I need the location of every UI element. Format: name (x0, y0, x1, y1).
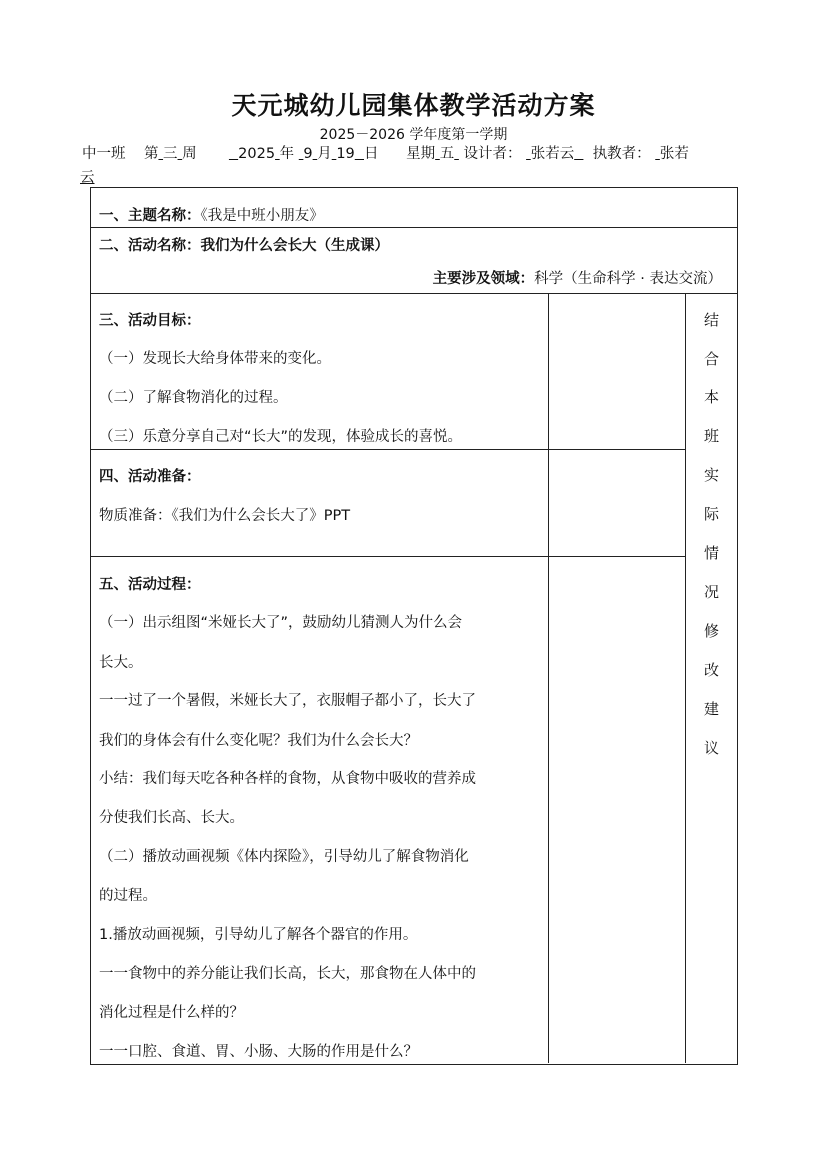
weekday-value: 五 (439, 146, 455, 162)
month-suffix: 月 (317, 146, 332, 162)
weekday-label: 星期 (406, 146, 436, 162)
teacher-name: 张若 (659, 146, 689, 162)
theme-label: 一、主题名称： (99, 208, 201, 224)
info-line (82, 145, 752, 163)
side-note-char: 情 (703, 544, 719, 562)
side-note-char: 实 (703, 466, 719, 484)
process-line: （二）播放动画视频《体内探险》，引导幼儿了解食物消化 (99, 849, 469, 865)
goal-item: （三）乐意分享自己对“长大”的发现，体验成长的喜悦。 (99, 429, 463, 445)
process-line: 的过程。 (99, 888, 157, 904)
day-suffix: 日 (364, 146, 379, 162)
process-line: 1.播放动画视频，引导幼儿了解各个器官的作用。 (99, 927, 418, 943)
process-line: 消化过程是什么样的？ (99, 1005, 244, 1021)
process-line: 我们的身体会有什么变化呢？我们为什么会长大？ (99, 733, 418, 749)
designer-label: 设计者： (463, 146, 522, 162)
class-name: 中一班 (82, 146, 126, 162)
year-suffix: 年 (279, 146, 295, 162)
year-value: 2025 (238, 146, 276, 162)
process-line: 一一过了一个暑假，米娅长大了，衣服帽子都小了，长大了 (99, 693, 476, 709)
side-note-char: 本 (703, 388, 719, 406)
side-note-char: 合 (703, 350, 719, 368)
theme-value: 《我是中班小朋友》 (200, 208, 324, 224)
goals-heading: 三、活动目标： (99, 313, 201, 329)
preparation-heading: 四、活动准备： (99, 469, 201, 485)
process-line: 分使我们长高、长大。 (99, 810, 244, 826)
row-divider (90, 556, 686, 557)
page-title: 天元城幼儿园集体教学活动方案 (231, 91, 596, 120)
week-prefix: 第 (143, 146, 159, 162)
week-suffix: 周 (182, 146, 197, 162)
row-divider (90, 449, 686, 450)
process-line: （一）出示组图“米娅长大了”，鼓励幼儿猜测人为什么会 (99, 615, 463, 631)
process-heading: 五、活动过程： (99, 577, 201, 593)
preparation-material: 物质准备：《我们为什么会长大了》PPT (99, 508, 351, 524)
row-divider (90, 227, 737, 228)
side-note-char: 建 (703, 700, 719, 718)
goal-item: （二）了解食物消化的过程。 (99, 390, 288, 406)
process-line: 一一口腔、食道、胃、小肠、大肠的作用是什么？ (99, 1044, 418, 1060)
side-note-char: 议 (703, 739, 719, 757)
teacher-name-continued: 云 (80, 170, 95, 186)
month-value: 9 (303, 146, 313, 162)
domain-label: 主要涉及领域： (432, 271, 535, 287)
side-note-char: 改 (703, 661, 719, 679)
activity-name: 二、活动名称：我们为什么会长大（生成课） (99, 238, 389, 254)
side-note-char: 结 (703, 311, 719, 329)
process-line: 小结：我们每天吃各种各样的食物，从食物中吸收的营养成 (99, 771, 476, 787)
side-note-char: 况 (703, 583, 719, 601)
domain-row (433, 267, 722, 288)
column-divider (548, 293, 549, 1063)
week-value: 三 (163, 146, 178, 162)
side-note-char: 修 (703, 622, 719, 640)
goal-item: （一）发现长大给身体带来的变化。 (99, 351, 331, 367)
side-note-char: 班 (703, 427, 719, 445)
row-divider (90, 293, 737, 294)
day-value: 19 (336, 146, 355, 162)
designer-name: 张若云 (530, 146, 575, 162)
domain-value: 科学（生命科学 · 表达交流） (534, 271, 722, 287)
teacher-label: 执教者： (592, 146, 651, 162)
process-line: 长大。 (99, 655, 143, 671)
process-line: 一一食物中的养分能让我们长高，长大，那食物在人体中的 (99, 966, 476, 982)
theme-row (99, 204, 324, 225)
side-note-char: 际 (703, 505, 719, 523)
semester-subtitle: 2025－2026 学年度第一学期 (319, 127, 508, 143)
